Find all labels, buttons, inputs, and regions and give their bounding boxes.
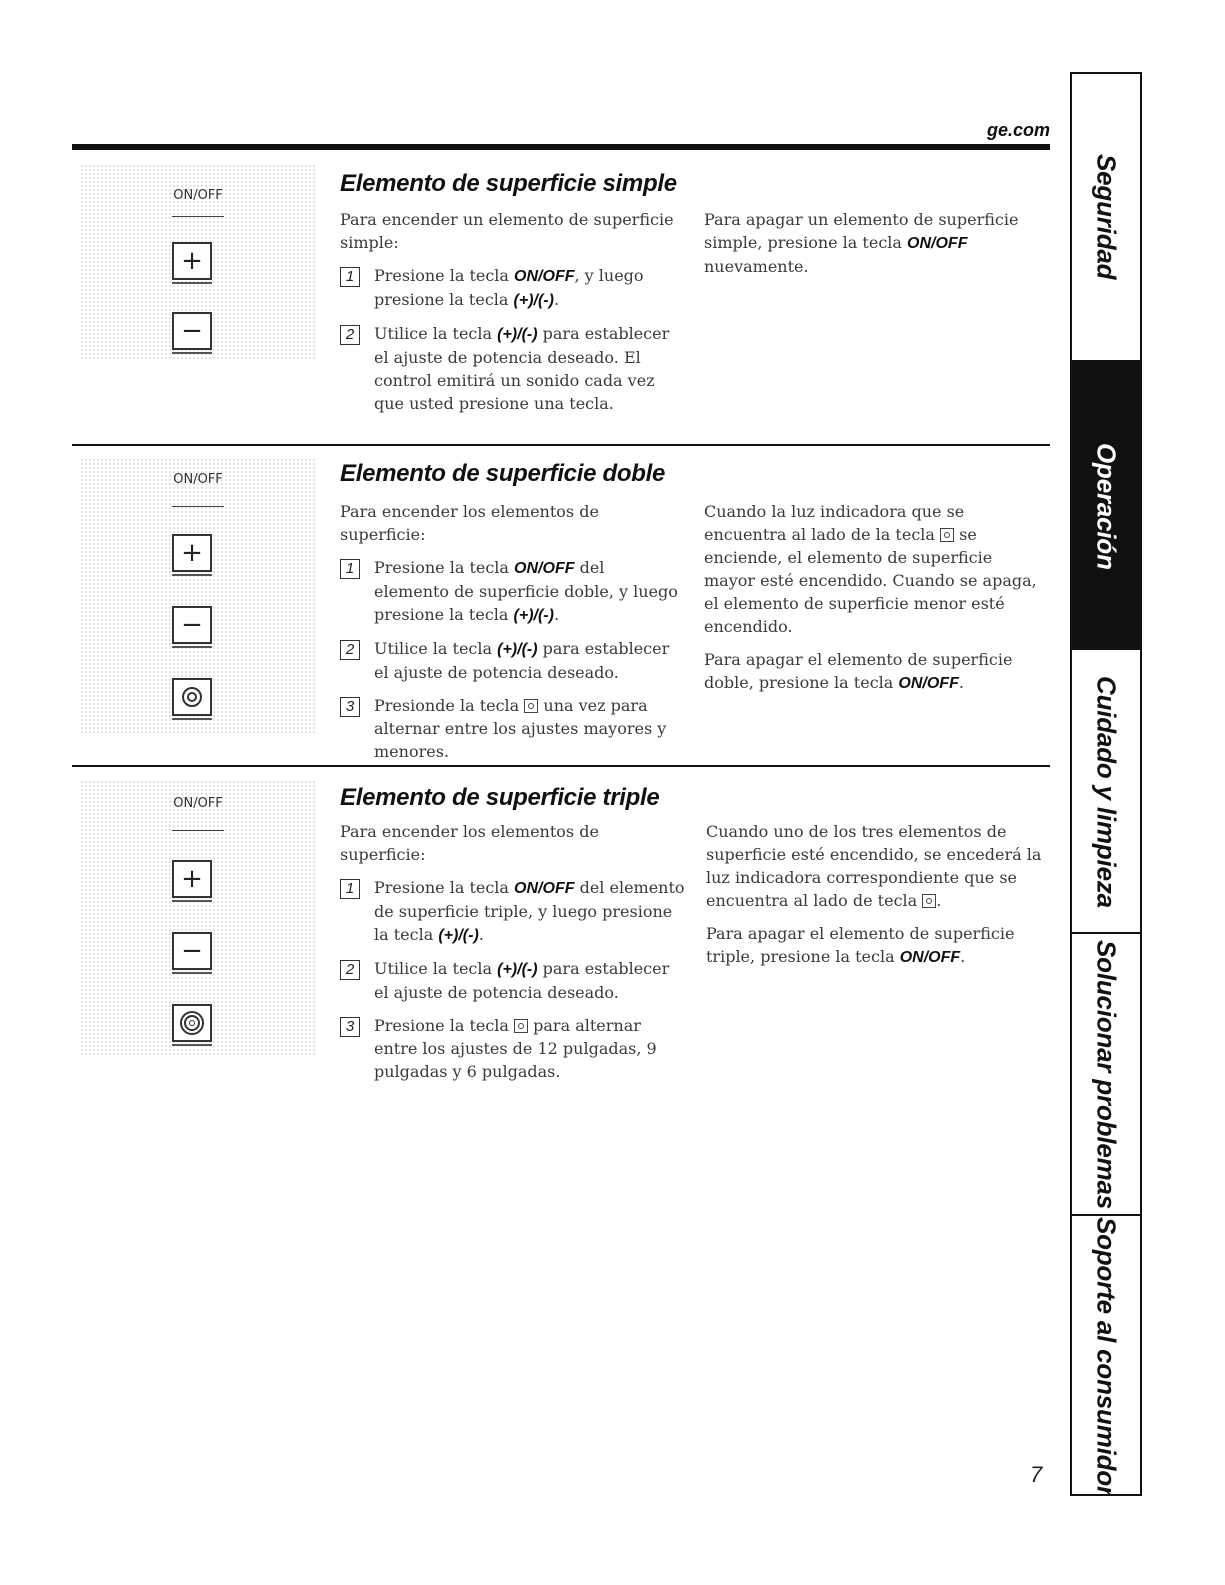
triple-instructions (340, 820, 685, 1093)
section-tabs (1070, 72, 1142, 1496)
doble-notes (704, 500, 1044, 705)
simple-off-text (704, 208, 1034, 288)
site-url: ge.com (986, 120, 1050, 140)
triple-element-icon (180, 1011, 204, 1035)
step-3 (340, 1014, 685, 1083)
key-name: ON/OFF (907, 235, 968, 252)
key-name: ON/OFF (514, 268, 575, 285)
triple-element-key[interactable] (172, 1004, 212, 1042)
key-name: (+)/(-) (438, 927, 479, 944)
minus-key[interactable]: − (172, 312, 212, 350)
step-text: Utilice la tecla (374, 959, 498, 978)
key-name: (+)/(-) (497, 326, 538, 343)
step-text: Presione la tecla (374, 878, 515, 897)
onoff-label: ON/OFF (173, 188, 223, 203)
dual-key-icon (524, 699, 538, 713)
body-text: se enciende, el elemento de superficie mayor esté encendido. Cuando se apaga, el elemento de superficie menor esté encendido. (704, 525, 1037, 636)
body-text: Para apagar el elemento de superficie doble, presione la tecla (704, 650, 1013, 692)
key-name: ON/OFF (514, 560, 575, 577)
step-number: 2 (340, 640, 360, 660)
dual-key-icon (940, 528, 954, 542)
step-number: 1 (340, 559, 360, 579)
key-name: ON/OFF (899, 949, 961, 966)
onoff-label: ON/OFF (173, 796, 223, 811)
step-text: del elemento de superficie triple, y luego presione la tecla (374, 878, 685, 944)
step-text: . (478, 925, 484, 944)
tab-label: Seguridad (1091, 154, 1122, 280)
tab-seguridad[interactable] (1072, 74, 1140, 360)
section-title-triple: Elemento de superficie triple (340, 784, 660, 811)
key-name: ON/OFF (514, 880, 575, 897)
step-text: Presione la tecla (374, 558, 515, 577)
indicator-line (172, 216, 224, 217)
step-number: 3 (340, 1017, 360, 1037)
step-1 (340, 556, 680, 627)
step-text: para alternar entre los ajustes de 12 pulgadas, 9 pulgadas y 6 pulgadas. (374, 1016, 657, 1081)
doble-instructions (340, 500, 680, 773)
body-text: Cuando uno de los tres elementos de superficie esté encendido, se encederá la luz indicadora correspondiente que se encuentra al lado de tecla (706, 822, 1042, 910)
step-text: del elemento de superficie doble, y luego presione la tecla (374, 558, 678, 624)
minus-key[interactable]: − (172, 932, 212, 970)
body-text: . (960, 947, 966, 966)
body-text: Para apagar un elemento de superficie simple, presione la tecla (704, 210, 1019, 252)
step-2 (340, 957, 685, 1004)
control-panel-triple (80, 780, 316, 1056)
step-text: Utilice la tecla (374, 324, 498, 343)
section-title-doble: Elemento de superficie doble (340, 460, 666, 487)
indicator-line (172, 506, 224, 507)
tab-soporte-al-consumidor[interactable] (1072, 1214, 1140, 1496)
control-panel-simple (80, 164, 316, 360)
dual-element-key[interactable] (172, 678, 212, 716)
dual-element-icon (182, 687, 202, 707)
plus-key[interactable]: + (172, 242, 212, 280)
step-text: para establecer el ajuste de potencia deseado. El control emitirá un sonido cada vez que usted presione una tecla. (374, 324, 670, 413)
section-divider (72, 444, 1050, 446)
intro-text: Para encender los elementos de superficie: (340, 822, 599, 864)
key-name: (+)/(-) (497, 641, 538, 658)
step-3 (340, 694, 680, 763)
triple-key-icon (514, 1019, 528, 1033)
step-number: 1 (340, 267, 360, 287)
step-2 (340, 322, 680, 415)
section-divider (72, 765, 1050, 767)
minus-key[interactable]: − (172, 606, 212, 644)
onoff-label: ON/OFF (173, 472, 223, 487)
tab-label: Operación (1091, 442, 1122, 570)
body-text: nuevamente. (704, 257, 809, 276)
step-text: para establecer el ajuste de potencia deseado. (374, 959, 670, 1002)
plus-key[interactable]: + (172, 534, 212, 572)
body-text: Cuando la luz indicadora que se encuentra al lado de la tecla (704, 502, 965, 544)
step-2 (340, 637, 680, 684)
triple-notes (706, 820, 1046, 979)
step-number: 2 (340, 325, 360, 345)
control-panel-doble (80, 458, 316, 734)
tab-cuidado-y-limpieza[interactable] (1072, 648, 1140, 934)
step-text: , y luego presione la tecla (374, 266, 644, 309)
section-title-simple: Elemento de superficie simple (340, 170, 677, 197)
step-text: . (553, 290, 560, 309)
body-text: . (958, 673, 964, 692)
key-name: ON/OFF (898, 675, 959, 692)
tab-operacion[interactable] (1072, 360, 1140, 650)
body-text: . (936, 891, 942, 910)
step-text: Presionde la tecla (374, 696, 525, 715)
key-name: (+)/(-) (513, 292, 554, 309)
tab-label: Soporte al consumidor (1091, 1216, 1122, 1496)
key-name: (+)/(-) (497, 961, 538, 978)
step-text: . (553, 605, 560, 624)
tab-label: Solucionar problemas (1091, 940, 1122, 1210)
step-text: Utilice la tecla (374, 639, 498, 658)
plus-key[interactable]: + (172, 860, 212, 898)
step-text: Presione la tecla (374, 266, 515, 285)
step-text: para establecer el ajuste de potencia deseado. (374, 639, 670, 682)
page-number: 7 (1030, 1462, 1043, 1487)
key-name: (+)/(-) (513, 607, 554, 624)
header-rule (72, 144, 1050, 150)
indicator-line (172, 830, 224, 831)
step-1 (340, 876, 685, 947)
intro-text: Para encender los elementos de superficie: (340, 502, 599, 544)
tab-label: Cuidado y limpieza (1091, 676, 1122, 908)
triple-key-icon (922, 894, 936, 908)
step-text: Presione la tecla (374, 1016, 515, 1035)
step-number: 3 (340, 697, 360, 717)
body-text: Para apagar el elemento de superficie triple, presione la tecla (706, 924, 1015, 966)
step-number: 2 (340, 960, 360, 980)
tab-solucionar-problemas[interactable] (1072, 932, 1140, 1216)
intro-text: Para encender un elemento de superficie simple: (340, 210, 674, 252)
step-1 (340, 264, 680, 312)
step-text: una vez para alternar entre los ajustes mayores y menores. (374, 696, 667, 761)
simple-instructions (340, 208, 680, 425)
step-number: 1 (340, 879, 360, 899)
